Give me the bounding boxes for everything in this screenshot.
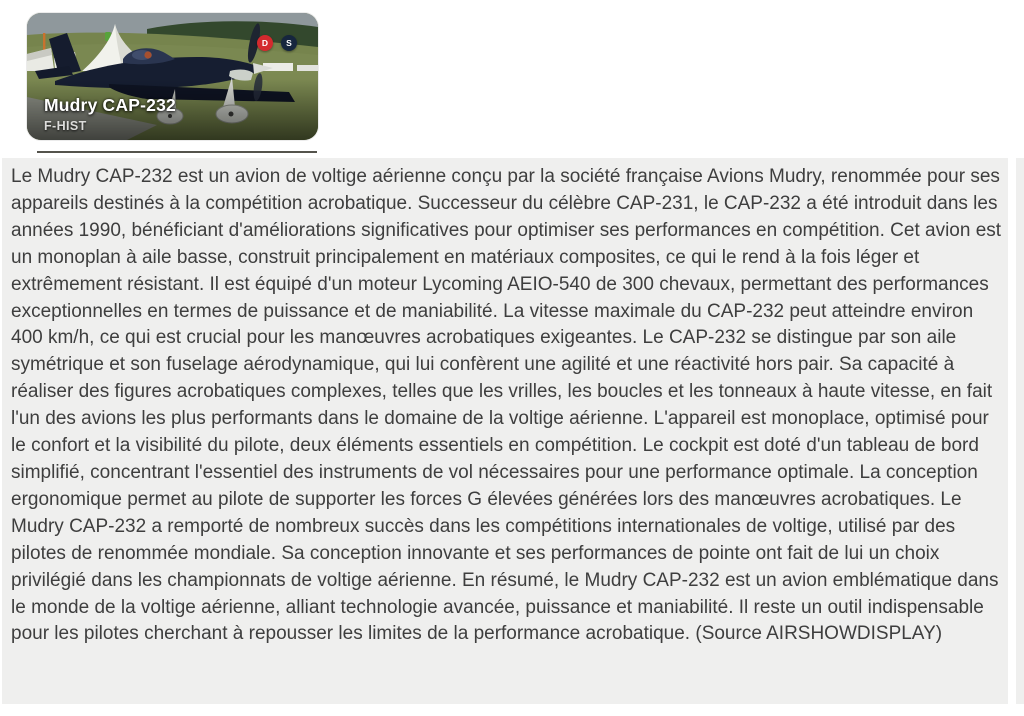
article-panel	[2, 158, 1008, 704]
d-badge-icon[interactable]	[257, 35, 273, 51]
d-badge-label: D	[261, 38, 269, 48]
card-separator-line	[37, 151, 317, 153]
adjacent-panel-edge	[1016, 158, 1024, 704]
aircraft-card-title: Mudry CAP-232	[44, 95, 176, 115]
article-paragraph: Le Mudry CAP-232 est un avion de voltige aérienne conçu par la société française Avions Mudry, renommée pour ses appareils destinés à la compétition acrobatique. Successeur du célèbre CAP-231, le CAP-232 a été introduit dans les années 1990, bénéficiant d'améliorations significatives pour optimiser ses performances en compétition. Cet avion est un monoplan à aile basse, construit principalement en matériaux composites, ce qui le rend à la fois léger et extrêmement résistant. Il est équipé d'un moteur Lycoming AEIO-540 de 300 chevaux, permettant des performances exceptionnelles en termes de puissance et de maniabilité. La vitesse maximale du CAP-232 peut atteindre environ 400 km/h, ce qui est crucial pour les manœuvres acrobatiques exigeantes. Le CAP-232 se distingue par son aile symétrique et son fuselage aérodynamique, qui lui confèrent une agilité et une réactivité hors pair. Sa capacité à réaliser des figures acrobatiques complexes, telles que les vrilles, les boucles et les tonneaux à haute vitesse, en fait l'un des avions les plus performants dans le domaine de la voltige aérienne. L'appareil est monoplace, optimisé pour le confort et la visibilité du pilote, deux éléments essentiels en compétition. Le cockpit est doté d'un tableau de bord simplifié, concentrant l'essentiel des instruments de vol nécessaires pour une performance optimale. La conception ergonomique permet au pilote de supporter les forces G élevées générées lors des manœuvres acrobatiques. Le Mudry CAP-232 a remporté de nombreux succès dans les compétitions internationales de voltige, utilisé par des pilotes de renommée mondiale. Sa conception innovante et ses performances de pointe ont fait de lui un choix privilégié dans les championnats de voltige aérienne. En résumé, le Mudry CAP-232 est un avion emblématique dans le monde de la voltige aérienne, alliant technologie avancée, puissance et maniabilité. Il reste un outil indispensable pour les pilotes cherchant à repousser les limites de la performance acrobatique. (Source AIRSHOWDISPLAY)	[11, 166, 1002, 645]
aircraft-card[interactable]	[27, 13, 318, 140]
aircraft-registration: F-HIST	[44, 119, 87, 133]
s-badge-icon[interactable]	[281, 35, 297, 51]
s-badge-label: S	[286, 38, 292, 48]
